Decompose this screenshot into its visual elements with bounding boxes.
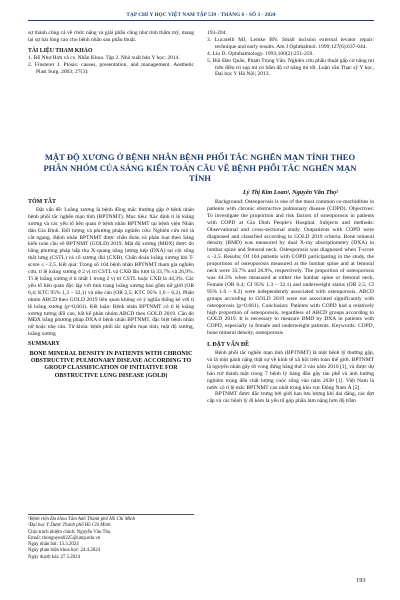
previous-article-text: sự thành công cả về chức năng và giải phẫu cũng như tính thẩm mỹ, mang lại sự hài lòng cao cho bệnh nhân sau phẫu thuật. xyxy=(28,30,194,43)
summary-heading: SUMMARY xyxy=(28,341,60,348)
english-title: BONE MINERAL DENSITY IN PATIENTS WITH CHRONIC OBSTRUCTIVE PULMONARY DISEASE ACCORDING TO GROUP CLASSIFICATION OF INITIATIVE FOR OBSTRUCTIVE LUNG DISEASE (GOLD) xyxy=(29,351,193,379)
article-title: MẬT ĐỘ XƯƠNG Ở BỆNH NHÂN BỆNH PHỔI TẮC NGHẼN MẠN TÍNH THEO PHÂN NHÓM CỦA SÁNG KIẾN TOÀN CẦU VỀ BỆNH PHỔI TẮC NGHẼN MẠN TÍNH xyxy=(43,152,357,183)
references-heading: TÀI LIỆU THAM KHẢO xyxy=(28,47,93,54)
abstract-vietnamese: Đặt vấn đề: Loãng xương là bệnh đồng mắc thường gặp ở bệnh nhân bệnh phổi tắc nghẽn mạn tính (BPTNMT). Mục tiêu: Xác định tỉ lệ loãng xương và các yếu tố liên quan ở bệnh nhân BPTNMT tại bệnh viện Nhân dân Gia Định. Đối tượng và phương pháp nghiên cứu: Nghiên cứu mô tả cắt ngang. Bệnh nhân BPTNMT được chẩn đoán và phân loại theo Sáng kiến toàn cầu về BPTNMT (GOLD) 2019. Mật độ xương (MĐX) được đo bằng phương pháp hấp thụ X-quang năng lượng kép (DXA) tại cột sống thắt lưng (CSTL) và cổ xương đùi (CXĐ). Chẩn đoán loãng xương khi T-score ≤ - 2,5. Kết quả: Trong số 104 bệnh nhân BPTNMT tham gia nghiên cứu, tỉ lệ loãng xương ở 2 vị trí CSTL và CXĐ lần lượt là 33,7% và 26,9%. Tỉ lệ loãng xương ở ít nhất 1 trong 2 vị trí CSTL hoặc CXĐ là 44,3%. Các yếu tố liên quan độc lập với tình trạng loãng xương bao gồm nữ giới (OR 6,4; KTC 95% 1,3 – 32,1) và nhẹ cân (OR 2,5; KTC 95% 1,0 – 6,2). Phân nhóm ABCD theo GOLD 2019 liên quan không có ý nghĩa thống kê với tỉ lệ loãng xương (p=0,661). Kết luận: Bệnh nhân BPTNMT có tỉ lệ loãng xương tương đối cao, bất kể phân nhóm ABCD theo GOLD 2019. Cần đo MĐX bằng phương pháp DXA ở bệnh nhân BPTNMT, đặc biệt bệnh nhân nữ hoặc nhẹ cân. Từ khóa: bệnh phổi tắc nghẽn mạn tính, mật độ xương, loãng xương xyxy=(28,206,194,338)
footnote-accepted: Ngày duyệt bài: 27.5.2024 xyxy=(28,554,81,560)
page-number: 193 xyxy=(356,577,366,584)
journal-header: TẠP CHÍ Y HỌC VIỆT NAM TẬP 539 - THÁNG 6 - SỐ 3 - 2024 xyxy=(28,12,374,21)
footnote-affiliation-1: ¹Bệnh viện Đa khoa Tâm Anh Thành phố Hồ Chí Minh xyxy=(28,517,136,522)
article-authors: Lý Thị Kim Loan¹, Nguyễn Văn Thọ² xyxy=(243,189,338,196)
introduction-paragraph: Bệnh phổi tắc nghẽn mạn tính (BPTNMT) là một bệnh lý thường gặp, và là một gánh nặng thật sự về kinh tế xã hội trên toàn thế giới. BPTNMT là nguyên nhân gây tử vong đứng hàng thứ 3 vào năm 2010 [1], và được dự báo trở thành một trong 7 bệnh lý hàng đầu gây tàn phế và ảnh hưởng nghiêm trọng đến chất lượng cuộc sống vào năm 2030 [1]. Việt Nam là nước có tỉ lệ mắc BPTNMT cao nhất trong khu vực Đông Nam Á [2]. xyxy=(207,350,374,391)
reference-item: 4. Liu D. Ophthalmology. 1993;100(2):251-259. xyxy=(207,50,314,57)
footnote-reviewed: Ngày phản biện khoa học: 24.4.2024 xyxy=(28,548,101,554)
reference-item: 3. Lucarelli MJ, Lemke BN. Small incision external levator repair: technique and early results. Am J Ophthalmol. 1999;127(6):637-644. xyxy=(207,36,374,50)
introduction-heading: I. ĐẶT VẤN ĐỀ xyxy=(207,342,250,349)
footnote-corresponding: Chịu trách nhiệm chính: Nguyễn Văn Thọ xyxy=(28,529,111,535)
previous-article-right xyxy=(207,30,374,78)
abstract-heading: TÓM TẮT xyxy=(28,199,57,205)
reference-continuation: 193-204. xyxy=(207,30,227,36)
footnote-affiliation-2: ²Đại học Y Dược Thành phố Hồ Chí Minh xyxy=(28,523,111,529)
reference-item: 1. Đỗ Như Hơn và cs. Nhãn Khoa. Tập 2. Nhà xuất bản Y học; 2014. xyxy=(28,54,180,61)
abstract-right-column xyxy=(207,199,374,405)
introduction-paragraph: BPTNMT được đặc trưng bởi giới hạn lưu lượng khí dai dẳng, các đợt cấp và các bệnh lý đi kèm là yếu tố góp phần làm nặng hơn độ trầm xyxy=(207,391,374,405)
footnotes xyxy=(28,514,194,561)
footnote-received: Ngày nhận bài: 13.3.2024 xyxy=(28,542,79,548)
previous-article-left xyxy=(28,30,194,75)
abstract-left-column xyxy=(28,197,194,380)
footnote-email: Email: thonguyen0225@ump.edu.vn xyxy=(28,535,101,541)
reference-item: 5. Bùi Đào Quân, Phạm Trọng Văn. Nghiên cứu phẫu thuật gấp cơ nâng mi trên điều trị sụp mi có bẩm độ cơ nâng mi tốt. Luận văn Thạc sỹ Y học, Đại học Y Hà Nội; 2013. xyxy=(207,57,374,78)
reference-item: 2. Finsterer J. Ptosis: causes, presentation, and management. Aesthetic Plast Surg. 2003; 27(3): xyxy=(28,61,194,75)
abstract-english: Background: Osteoporosis is one of the most common co-morbidities in patients with chronic obstructive pulmonary disease (COPD). Objectives: To investigate the proportion and risk factors of osteoporosis in patients with COPD at Gia Dinh People's Hospital. Subjects and methods: Observational and cross-sectional study. Outpatients with COPD were diagnosed and classified according to GOLD 2019 criteria. Bone mineral density (BMD) was measured by dual X-ray absorptiometry (DXA) in lumbar spine and femoral neck. Osteoporosis was diagnosed when T-score ≤ -2,5. Results: Of 104 patients with COPD participating in the study, the proportions of osteoporosis measured at the lumbar spine and at femoral neck were 33.7% and 26.9%, respectively. The proportion of osteoporosis was 44.3% when measured at either the lumbar spine or femoral neck. Female (OR 6.4; CI 95% 1.3 – 32.1) and underweight status (OR 2.5; CI 95% 1.0 – 6.2) were independently associated with osteoporosis. ABCD groups according to GOLD 2019 were not associated significantly with osteoporosis (p=0.661). Conclusion: Patients with COPD had a relatively high proportion of osteoporosis, regardless of ABCD groups according to GOLD 2019. It is necessary to measure BMD by DXA in patients with COPD, especially in female and underweight patients. Keywords: COPD, bone mineral density, osteoporosis xyxy=(207,199,374,337)
